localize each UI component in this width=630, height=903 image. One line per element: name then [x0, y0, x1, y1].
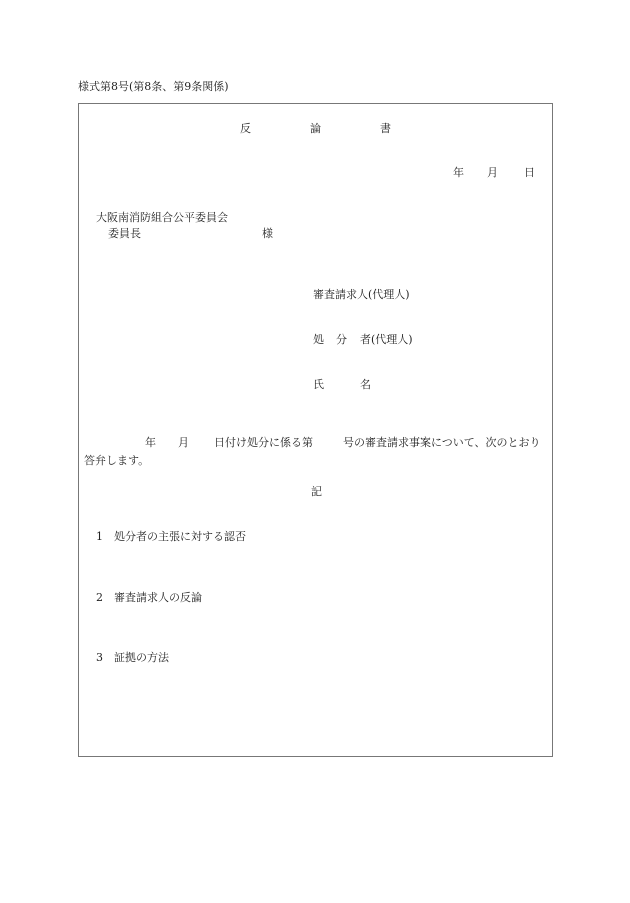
- title-char-3: 書: [380, 122, 391, 135]
- addressee-org: 大阪南消防組合公平委員会: [96, 211, 228, 224]
- item-1-label: 処分者の主張に対する認否: [114, 530, 246, 543]
- form-id: 様式第8号(第8条、第9条関係): [78, 80, 229, 93]
- name-label-2: 名: [360, 378, 371, 391]
- disposer-label-3: 者(代理人): [360, 333, 413, 346]
- body-year: 年: [145, 436, 156, 449]
- requester-label: 審査請求人(代理人): [313, 288, 410, 301]
- body-text-2: 号の審査請求事案について、次のとおり: [343, 436, 541, 449]
- name-label-1: 氏: [313, 378, 324, 391]
- item-3-label: 証拠の方法: [114, 651, 169, 664]
- item-2-num: 2: [96, 591, 103, 604]
- body-text-3: 答弁します。: [84, 454, 150, 467]
- item-1-num: 1: [96, 530, 103, 543]
- date-year: 年: [453, 166, 464, 179]
- date-day: 日: [524, 166, 535, 179]
- item-2-label: 審査請求人の反論: [114, 591, 202, 604]
- date-month: 月: [487, 166, 498, 179]
- body-text-1: 日付け処分に係る第: [214, 436, 313, 449]
- addressee-role: 委員長: [108, 227, 141, 240]
- ki-heading: 記: [311, 485, 322, 498]
- body-month: 月: [178, 436, 189, 449]
- title-char-2: 論: [310, 122, 321, 135]
- disposer-label-1: 処: [313, 333, 324, 346]
- disposer-label-2: 分: [336, 333, 347, 346]
- addressee-honorific: 様: [262, 227, 273, 240]
- title-char-1: 反: [240, 122, 251, 135]
- item-3-num: 3: [96, 651, 103, 664]
